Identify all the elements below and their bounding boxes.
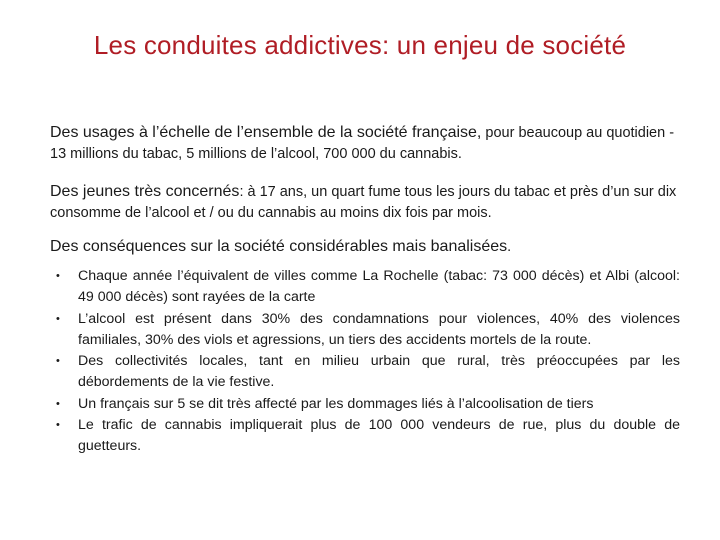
paragraph-lead: Des conséquences sur la société considérables mais banalisées [50,238,508,255]
list-item-text: L’alcool est présent dans 30% des condamnations pour violences, 40% des violences familiales, 30% des viols et agressions, un tiers des accidents mortels de la route. [78,310,680,348]
slide-title: Les conduites addictives: un enjeu de société [93,30,627,60]
paragraph-text: . [507,239,512,255]
list-item-text: Chaque année l’équivalent de villes comme La Rochelle (tabac: 73 000 décès) et Albi (alcool: 49 000 décès) sont rayées de la carte [78,268,680,306]
bullet-icon: • [56,397,60,410]
paragraph-text: : à 17 ans, un quart fume tous les jours du tabac et près d’un sur dix consomme de l’alcool et / ou du cannabis au moins dix fois par mois. [50,184,677,221]
list-item [50,394,680,415]
list-item-text: Un français sur 5 se dit très affecté par les dommages liés à l’alcoolisation de tiers [78,395,594,412]
bullet-icon: • [56,270,60,282]
list-item-text: Des collectivités locales, tant en milieu urbain que rural, très préoccupées par les débordements de la vie festive. [78,353,680,391]
paragraph-lead: Des jeunes très concernés [50,183,240,200]
paragraph-text: pour beaucoup au quotidien - 13 millions du tabac, 5 millions de l’alcool, 700 000 du cannabis. [50,125,675,162]
paragraph-jeunes [50,181,680,224]
list-item-text: Le trafic de cannabis impliquerait plus de 100 000 vendeurs de rue, plus du double de guetteurs. [78,417,680,455]
bullet-icon: • [56,355,60,368]
bullet-icon: • [56,312,60,325]
list-item [50,351,680,394]
list-item [50,309,680,352]
list-item [50,415,680,458]
paragraph-lead: Des usages à l’échelle de l’ensemble de la société française, [50,124,482,141]
paragraph-usages [50,122,680,165]
bullet-icon: • [56,419,60,432]
paragraph-consequences [50,236,680,258]
list-item [50,266,680,309]
consequences-bullet-list [50,266,680,458]
